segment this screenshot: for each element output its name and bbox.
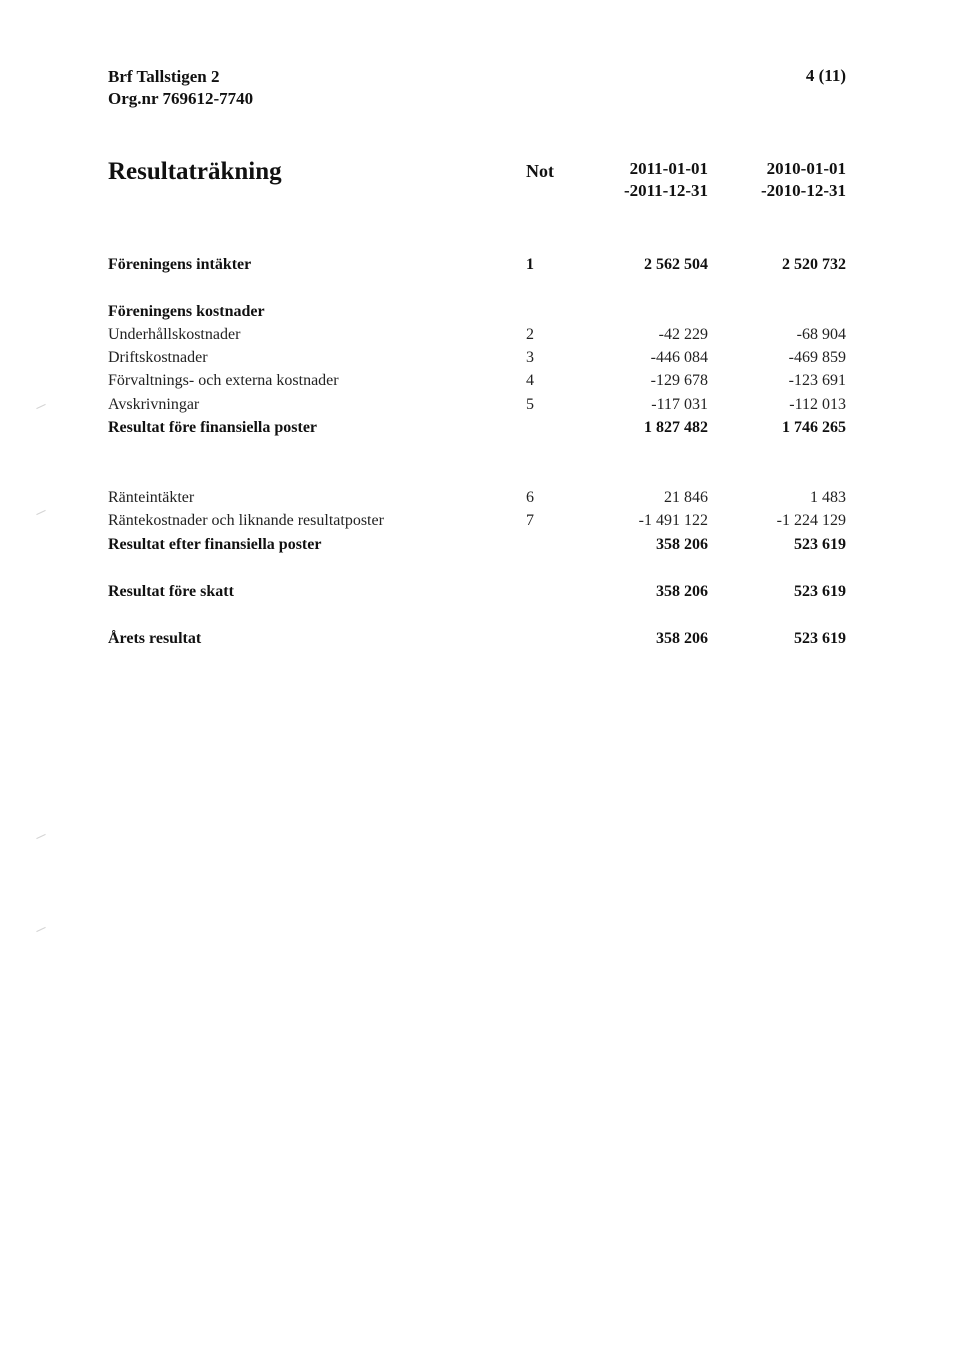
row-prior-value: 2 520 732 <box>782 256 846 273</box>
table-row <box>108 580 848 603</box>
row-label: Resultat före skatt <box>108 583 234 600</box>
row-prior-value: 523 619 <box>794 630 846 647</box>
row-current-value: 358 206 <box>656 583 708 600</box>
row-prior-value: 523 619 <box>794 536 846 553</box>
table-row <box>108 346 848 369</box>
note-column-header: Not <box>526 161 554 181</box>
org-name: Brf Tallstigen 2 <box>108 67 220 86</box>
row-note: 5 <box>526 396 534 413</box>
row-prior-value: 1 483 <box>810 489 846 506</box>
table-row <box>108 300 848 323</box>
table-row <box>108 416 848 439</box>
row-label: Ränteintäkter <box>108 489 195 506</box>
row-label: Årets resultat <box>108 630 202 647</box>
row-label: Resultat före finansiella poster <box>108 419 318 436</box>
table-row <box>108 253 848 276</box>
row-prior-value: -112 013 <box>789 396 846 413</box>
table-row <box>108 369 848 392</box>
row-current-value: 2 562 504 <box>644 256 708 273</box>
row-label: Förvaltnings- och externa kostnader <box>108 372 339 389</box>
row-note: 2 <box>526 326 534 343</box>
table-row <box>108 627 848 650</box>
scan-mark <box>36 510 45 515</box>
row-current-value: -42 229 <box>658 326 708 343</box>
row-label: Räntekostnader och liknande resultatposter <box>108 512 384 529</box>
row-label: Underhållskostnader <box>108 326 241 343</box>
page-number: 4 (11) <box>805 66 846 85</box>
current-period-end: -2011-12-31 <box>623 181 708 200</box>
row-current-value: -117 031 <box>651 396 708 413</box>
row-note: 1 <box>526 256 534 273</box>
scan-mark <box>36 404 45 409</box>
org-number: Org.nr 769612-7740 <box>108 89 254 108</box>
row-current-value: -446 084 <box>650 349 708 366</box>
row-prior-value: -469 859 <box>788 349 846 366</box>
row-label: Föreningens kostnader <box>108 303 265 320</box>
table-row <box>108 323 848 346</box>
row-label: Driftskostnader <box>108 349 208 366</box>
row-prior-value: 1 746 265 <box>782 419 846 436</box>
row-prior-value: -123 691 <box>788 372 846 389</box>
table-row <box>108 393 848 416</box>
row-prior-value: -68 904 <box>796 326 846 343</box>
row-current-value: -1 491 122 <box>638 512 708 529</box>
current-period-header <box>568 158 708 202</box>
table-row <box>108 486 848 509</box>
row-prior-value: -1 224 129 <box>776 512 846 529</box>
org-header <box>108 66 253 110</box>
table-row <box>108 509 848 532</box>
row-label: Resultat efter finansiella poster <box>108 536 322 553</box>
row-note: 3 <box>526 349 534 366</box>
row-note: 7 <box>526 512 534 529</box>
row-note: 4 <box>526 372 534 389</box>
prior-period-header <box>706 158 846 202</box>
row-current-value: 21 846 <box>664 489 708 506</box>
prior-period-end: -2010-12-31 <box>761 181 846 200</box>
row-note: 6 <box>526 489 534 506</box>
row-current-value: 1 827 482 <box>644 419 708 436</box>
row-label: Avskrivningar <box>108 396 200 413</box>
row-current-value: 358 206 <box>656 630 708 647</box>
page-title: Resultaträkning <box>108 158 282 185</box>
table-row <box>108 533 848 556</box>
row-current-value: 358 206 <box>656 536 708 553</box>
scan-mark <box>36 834 45 839</box>
row-current-value: -129 678 <box>650 372 708 389</box>
scan-mark <box>36 927 45 932</box>
current-period-start: 2011-01-01 <box>629 159 708 178</box>
row-label: Föreningens intäkter <box>108 256 252 273</box>
row-prior-value: 523 619 <box>794 583 846 600</box>
prior-period-start: 2010-01-01 <box>766 159 846 178</box>
